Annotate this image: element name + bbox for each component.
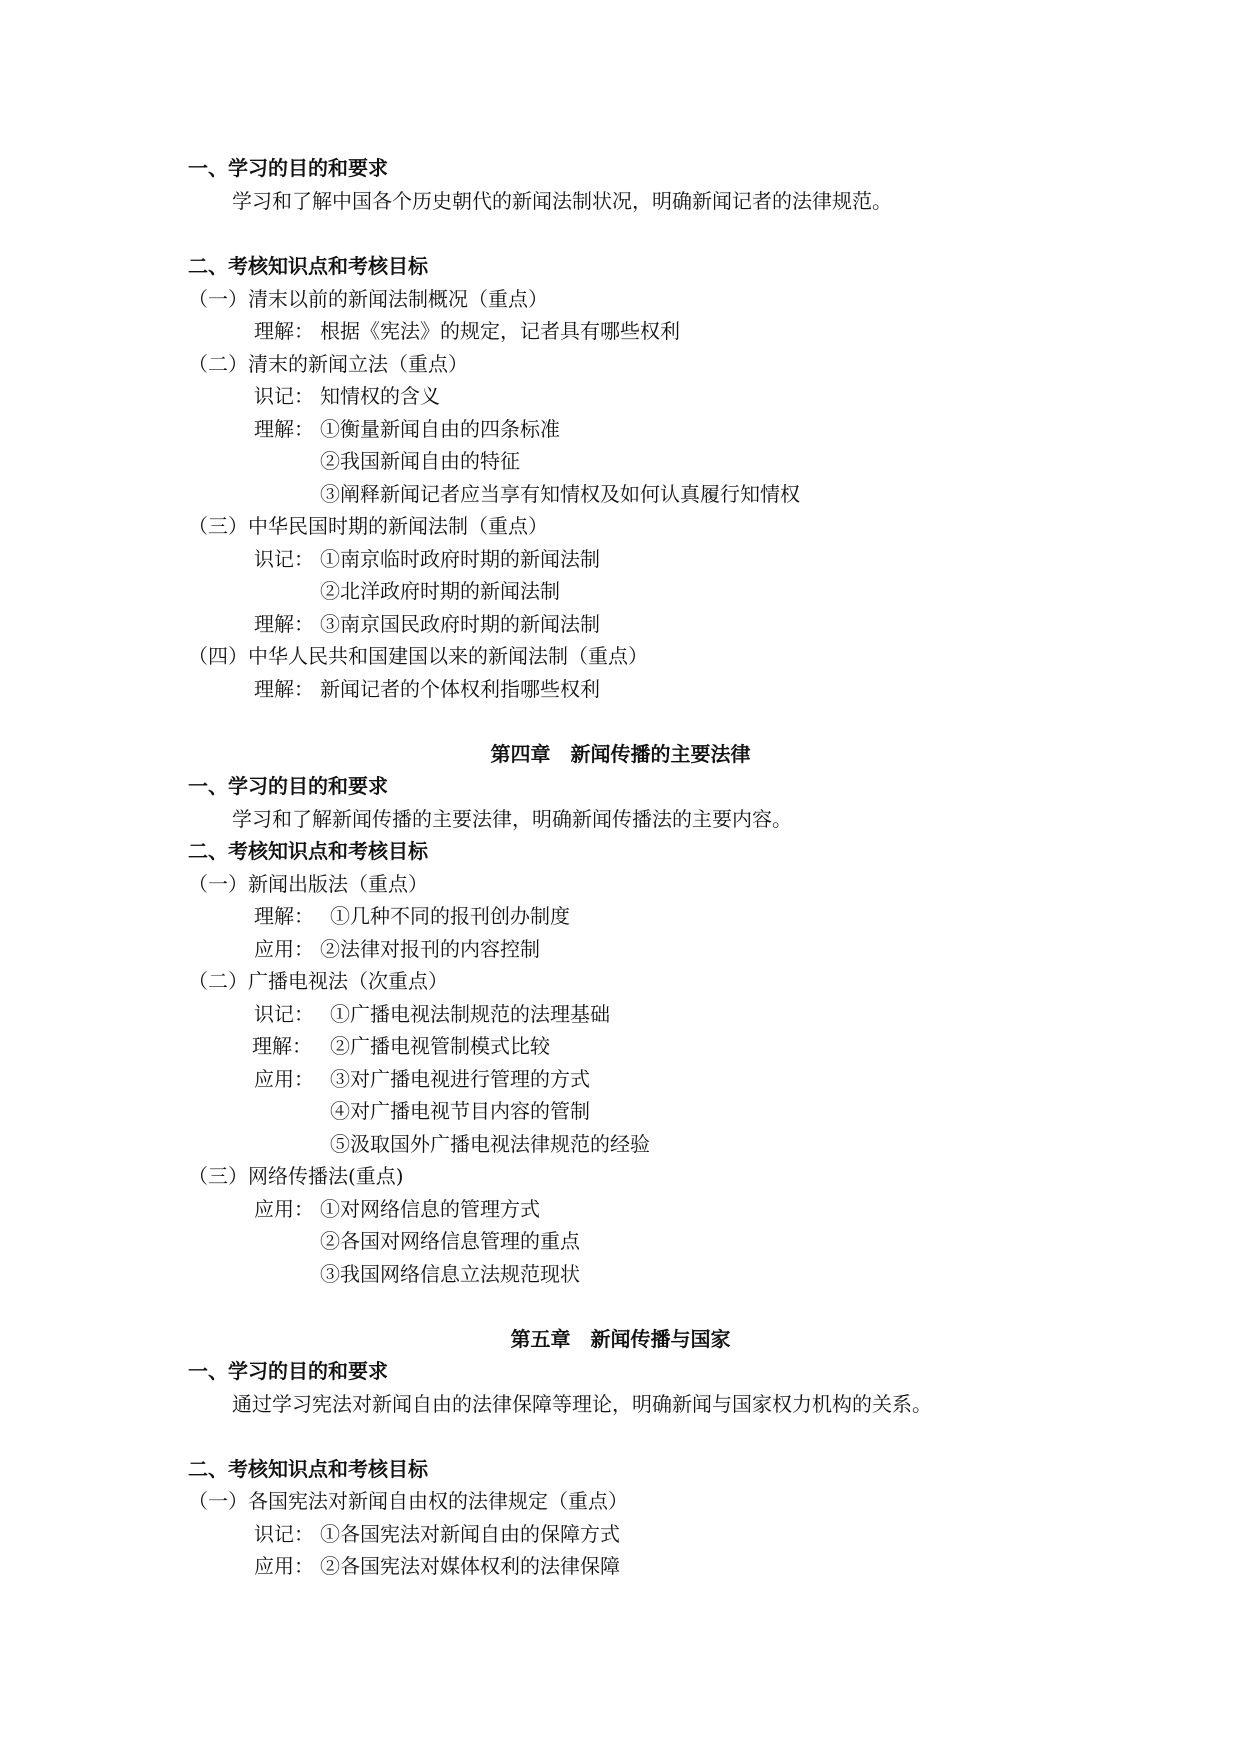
item-line-text: ①衡量新闻自由的四条标准: [320, 417, 560, 441]
purpose-text: 学习和了解中国各个历史朝代的新闻法制状况，明确新闻记者的法律规范。: [232, 189, 892, 213]
item-line-prefix: 理解：: [252, 1034, 312, 1058]
item-line-text: 根据《宪法》的规定，记者具有哪些权利: [320, 319, 680, 343]
item-line-prefix: 理解：: [254, 904, 314, 928]
item-line-text: ③南京国民政府时期的新闻法制: [320, 612, 600, 636]
item-line-text: 新闻记者的个体权利指哪些权利: [320, 677, 600, 701]
item-line-text: ①各国宪法对新闻自由的保障方式: [320, 1522, 620, 1546]
item-line-prefix: 理解：: [254, 417, 314, 441]
purpose-text: 通过学习宪法对新闻自由的法律保障等理论，明确新闻与国家权力机构的关系。: [232, 1392, 932, 1416]
item-line-text: ④对广播电视节目内容的管制: [330, 1099, 590, 1123]
item-title: （三）网络传播法(重点): [188, 1164, 404, 1188]
item-line-prefix: 理解：: [254, 319, 314, 343]
item-line-prefix: 识记：: [254, 547, 314, 571]
item-line-prefix: 识记：: [254, 1002, 314, 1026]
item-line-text: ①几种不同的报刊创办制度: [330, 904, 570, 928]
item-line-prefix: 应用：: [254, 1067, 314, 1091]
item-line-prefix: 应用：: [254, 1554, 314, 1578]
item-line-prefix: 理解：: [254, 612, 314, 636]
item-line-text: ③阐释新闻记者应当享有知情权及如何认真履行知情权: [320, 482, 800, 506]
item-line-text: 知情权的含义: [320, 384, 440, 408]
item-line-text: ②法律对报刊的内容控制: [320, 937, 540, 961]
item-title: （一）新闻出版法（重点）: [188, 872, 428, 896]
item-line-text: ⑤汲取国外广播电视法律规范的经验: [330, 1132, 650, 1156]
item-title: （二）广播电视法（次重点）: [188, 969, 448, 993]
item-title: （四）中华人民共和国建国以来的新闻法制（重点）: [188, 644, 648, 668]
chapter-title: 第四章 新闻传播的主要法律: [490, 742, 751, 766]
item-line-text: ③对广播电视进行管理的方式: [330, 1067, 590, 1091]
item-line-text: ③我国网络信息立法规范现状: [320, 1262, 580, 1286]
item-title: （三）中华民国时期的新闻法制（重点）: [188, 514, 548, 538]
item-line-text: ①对网络信息的管理方式: [320, 1197, 540, 1221]
item-title: （一）各国宪法对新闻自由权的法律规定（重点）: [188, 1489, 628, 1513]
item-line-text: ②各国宪法对媒体权利的法律保障: [320, 1554, 620, 1578]
item-title: （二）清末的新闻立法（重点）: [188, 352, 468, 376]
item-line-text: ①南京临时政府时期的新闻法制: [320, 547, 600, 571]
section-heading-purpose: 一、学习的目的和要求: [188, 156, 388, 180]
section-heading-assessment: 二、考核知识点和考核目标: [188, 1457, 428, 1481]
item-line-text: ②北洋政府时期的新闻法制: [320, 579, 560, 603]
chapter-title: 第五章 新闻传播与国家: [510, 1327, 731, 1351]
item-line-text: ②我国新闻自由的特征: [320, 449, 520, 473]
section-heading-assessment: 二、考核知识点和考核目标: [188, 839, 428, 863]
item-line-prefix: 识记：: [254, 1522, 314, 1546]
item-line-text: ①广播电视法制规范的法理基础: [330, 1002, 610, 1026]
item-line-text: ②各国对网络信息管理的重点: [320, 1229, 580, 1253]
purpose-text: 学习和了解新闻传播的主要法律，明确新闻传播法的主要内容。: [232, 807, 792, 831]
item-line-prefix: 应用：: [254, 1197, 314, 1221]
item-line-prefix: 识记：: [254, 384, 314, 408]
item-title: （一）清末以前的新闻法制概况（重点）: [188, 287, 548, 311]
item-line-prefix: 理解：: [254, 677, 314, 701]
section-heading-assessment: 二、考核知识点和考核目标: [188, 254, 428, 278]
item-line-text: ②广播电视管制模式比较: [330, 1034, 550, 1058]
section-heading-purpose: 一、学习的目的和要求: [188, 774, 388, 798]
item-line-prefix: 应用：: [254, 937, 314, 961]
section-heading-purpose: 一、学习的目的和要求: [188, 1359, 388, 1383]
